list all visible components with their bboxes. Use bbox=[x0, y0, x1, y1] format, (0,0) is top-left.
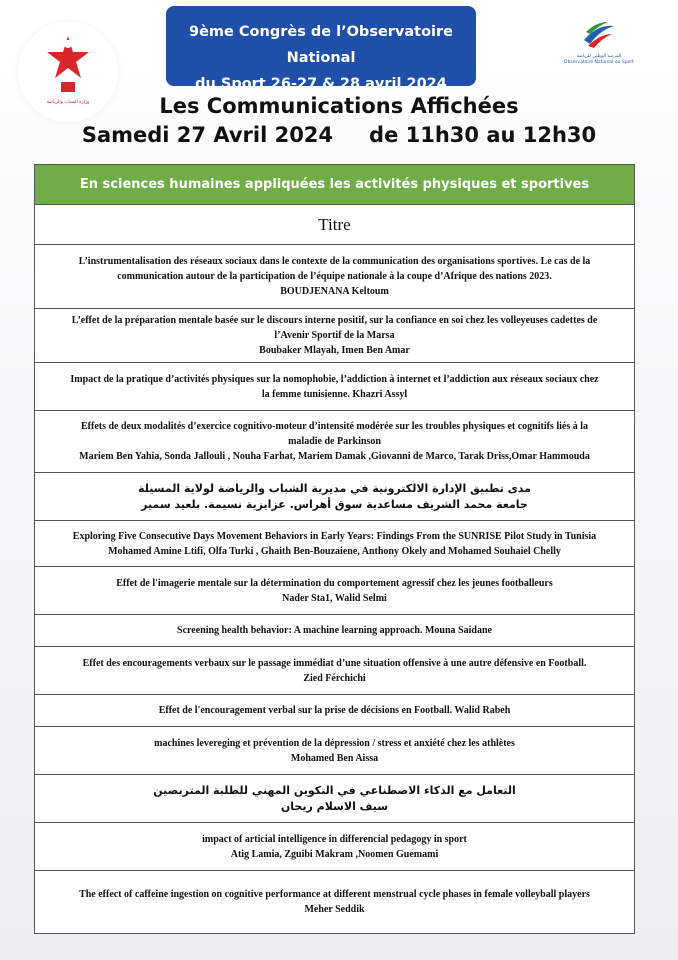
column-header: Titre bbox=[35, 205, 634, 245]
observatory-caption: المرصد الوطني للرياضة Observatoire National du Sport bbox=[564, 54, 634, 65]
row-text-line: Mohamed Ben Aissa bbox=[290, 752, 379, 764]
row-text-line: Effet de l'encouragement verbal sur la prise de décisions en Football. Walid Rabeh bbox=[158, 705, 511, 716]
page-title: Les Communications Affichées bbox=[159, 94, 519, 118]
table-row bbox=[35, 363, 634, 411]
table-row bbox=[35, 823, 634, 871]
row-text-line: l’Avenir Sportif de la Marsa bbox=[274, 330, 395, 341]
row-text-line: Exploring Five Consecutive Days Movement Behaviors in Early Years: Findings From the SUNRISE Pilot Study in Tunisia bbox=[72, 530, 597, 542]
observatory-logo bbox=[562, 18, 636, 78]
session-date: Samedi 27 Avril 2024 bbox=[81, 123, 334, 147]
star-figure-icon bbox=[46, 34, 90, 98]
row-text-line: maladie de Parkinson bbox=[288, 436, 381, 447]
table-row bbox=[35, 871, 634, 933]
table-row bbox=[35, 647, 634, 695]
row-text-line: Meher Seddik bbox=[304, 904, 365, 915]
row-text-line: مدى تطبيق الإدارة الالكترونية في مديرية الشباب والرياضة لولاية المسيلة bbox=[138, 481, 531, 495]
row-text-line: BOUDJENANA Keltoum bbox=[280, 286, 389, 297]
row-text-line: Zied Férchichi bbox=[303, 672, 366, 684]
table-row bbox=[35, 567, 634, 615]
table-row bbox=[35, 695, 634, 727]
row-text-line: Screening health behavior: A machine learning approach. Mouna Saidane bbox=[177, 625, 492, 636]
table-row bbox=[35, 245, 634, 309]
row-text-line: The effect of caffeine ingestion on cognitive performance at different menstrual cycle phases in female volleyball players bbox=[79, 889, 590, 900]
row-text-line: Effet de l'imagerie mentale sur la détermination du comportement agressif chez les jeunes footballeurs bbox=[116, 577, 553, 589]
row-text-line: Boubaker Mlayah, Imen Ben Amar bbox=[259, 345, 410, 356]
row-text-line: impact of articial intelligence in differencial pedagogy in sport bbox=[202, 833, 467, 845]
date-time-line bbox=[0, 123, 678, 147]
row-text-line: Effet des encouragements verbaux sur le passage immédiat d’une situation offensive à une autre défensive en Football. bbox=[82, 657, 587, 669]
section-header: En sciences humaines appliquées les activités physiques et sportives bbox=[35, 165, 634, 205]
row-text-line: machines levereging et prévention de la dépression / stress et anxiété chez les athlètes bbox=[154, 737, 515, 749]
table-row bbox=[35, 309, 634, 363]
banner-line-2: du Sport 26-27 & 28 avril 2024 bbox=[195, 76, 447, 92]
row-text-line: Impact de la pratique d’activités physiques sur la nomophobie, l’addiction à internet et l’addiction aux réseaux sociaux chez bbox=[70, 373, 599, 385]
row-text-line: L’instrumentalisation des réseaux sociaux dans le contexte de la communication des organisations sportives. Le cas de la bbox=[78, 256, 591, 267]
row-text-line: التعامل مع الذكاء الاصطناعي في التكوين المهني للطلبة المتربصين bbox=[153, 783, 516, 797]
row-text-line: communication autour de la participation de l’équipe nationale à la coupe d’Afrique des nations 2023. bbox=[117, 271, 552, 282]
communications-table bbox=[34, 164, 635, 934]
ministry-caption: وزارة الشباب والرياضة bbox=[46, 100, 90, 105]
row-text-line: سيف الاسلام ريحان bbox=[280, 799, 389, 813]
table-row bbox=[35, 615, 634, 647]
row-text-line: L’effet de la préparation mentale basée sur le discours interne positif, sur la confiance en soi chez les volleyeuses cadettes de bbox=[71, 315, 598, 326]
row-text-line: la femme tunisienne. Khazri Assyl bbox=[261, 388, 408, 400]
row-text-line: Mariem Ben Yahia, Sonda Jallouli , Nouha Farhat, Mariem Damak ,Giovanni de Marco, Tarak Driss,Omar Hammouda bbox=[79, 451, 590, 462]
table-row bbox=[35, 775, 634, 823]
congress-banner bbox=[166, 6, 476, 92]
table-row bbox=[35, 473, 634, 521]
session-time: de 11h30 au 12h30 bbox=[369, 123, 597, 147]
banner-line-1: 9ème Congrès de l’Observatoire National bbox=[188, 24, 454, 66]
table-row bbox=[35, 521, 634, 567]
swoosh-icon bbox=[582, 20, 616, 52]
row-text-line: جامعة محمد الشريف مساعدية سوق أهراس. عزايزية نسيمة. بلعيد سمير bbox=[141, 497, 528, 511]
row-text-line: Effets de deux modalités d’exercice cognitivo-moteur d’intensité modérée sur les troubles physiques et cognitifs liés à la bbox=[81, 421, 588, 432]
row-text-line: Atig Lamia, Zguibi Makram ,Noomen Guemami bbox=[230, 848, 439, 860]
row-text-line: Nader Sta1, Walid Selmi bbox=[282, 592, 387, 604]
table-row bbox=[35, 727, 634, 775]
row-text-line: Mohamed Amine Ltifi, Olfa Turki , Ghaith Ben-Bouzaiene, Anthony Okely and Mohamed Souhaiel Chelly bbox=[108, 545, 561, 557]
table-row bbox=[35, 411, 634, 473]
